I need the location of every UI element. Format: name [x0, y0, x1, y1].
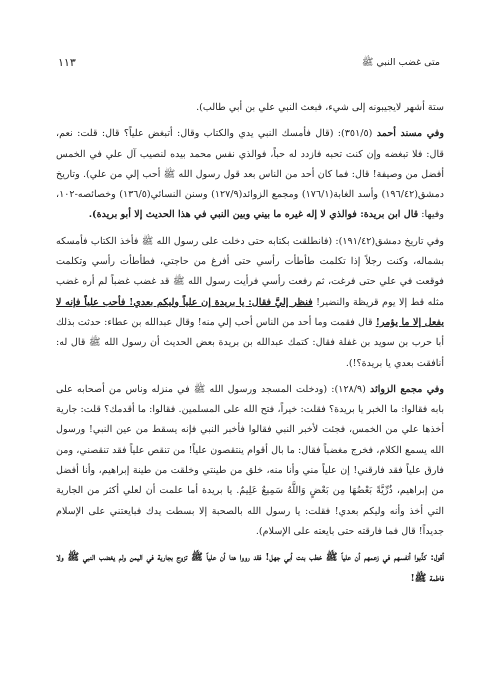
paragraph-text: وفي تاريخ دمشق(١٩١/٤٢): (فانطلقت بكتابه حتى دخلت على رسول الله ﷺ فأخذ الكتاب فأمسكه بشماله، وكنت رجلاً إذا تكلمت طأطأت رأسي حتى أفرغ من حاجتي، فطأطأت رأسي وتكلمت فوقعت في علي حتى فرغت، ثم رفعت رأسي فرأيت رسول الله ﷺ قد غضب غضباً لم أره غضب مثله قط إلا يوم قريظة والنضير!: [56, 235, 445, 308]
paragraph-1: [56, 98, 444, 118]
paragraph-3: [56, 232, 444, 374]
paragraph-text: (٣٥١/٥): (قال فأمسك النبي يدي والكتاب وقال: أتبغض علياً؟ قال: قلت: نعم، قال: فلا تبغضه وإن كنت تحبه فازدد له حباً، فوالذي نفس محمد بيده لنصيب آل علي في الخمس أفضل من وصيفة! قال: فما كان أحد من الناس بعد قول رسول الله ﷺ أحب إلي من علي). وتاريخ دمشق(١٩٦/٤٢) وأسد الغابة(١٧٦/١) ومجمع الزوائد(١٢٧/٩) وسنن النسائي(١٣٦/٥) وخصائصه-١٠٢، وفيها:: [56, 128, 444, 221]
source-heading: وفي مجمع الزوائد: [370, 383, 444, 395]
author-comment: أقول: كذَّبوا أنفسهم في زعمهم أن علياً ﷺ خطب بنت أبي جهل! فقد رووا هنا أن علياً ﷺ تزوج بجارية في اليمن ولم يغضب النبي ﷺ ولا فاطمة ﷺ!: [56, 552, 444, 584]
paragraph-2: [56, 124, 444, 225]
source-heading: وفي مسند أحمد: [376, 128, 445, 140]
paragraph-5: [56, 548, 444, 589]
emphasized-underlined-text: فنظر إليَّ فقال: يا بريدة إن علياً وليكم بعدي! فأحب علياً فإنه لا يفعل إلا ما يؤمر!: [56, 296, 444, 328]
paragraph-4: [56, 380, 444, 542]
page-number: ١١٣: [58, 56, 76, 69]
emphasized-text: قال ابن بريدة: فوالذي لا إله غيره ما بيني وبين النبي في هذا الحديث إلا أبو بريدة).: [88, 209, 419, 221]
paragraph-text: (١٢٨/٩): (ودخلت المسجد ورسول الله ﷺ في منزله وناس من أصحابه على بابه فقالوا: ما الخبر يا بريدة؟ فقلت: خيراً، فتح الله على المسلمين. فقالوا: ما أقدمك؟ قلت: جارية أخذها علي من الخمس، فجئت لأخبر النبي فقالوا فأخبر النبي فإنه يسقط من عين النبي! ورسول الله يسمع الكلام، فخرج مغضباً فقال: ما بال أقوام ينتقصون علياً! من تنقص علياً فقد تنقصني، ومن فارق علياً فقد فارقني! إن علياً مني وأنا منه، خلق من طينتي وخلقت من طينة إبراهيم، وأنا أفضل من إبراهيم، ذُرِّيَّةً بَعْضُهَا مِن بَعْضٍ وَاللَّهُ سَمِيعٌ عَلِيمٌ. يا بريدة أما علمت أن لعلي أكثر من الجارية التي أخذ وأنه وليكم بعدي! فقلت: يا رسول الله بالصحبة إلا بسطت يدك فبايعتني على الإسلام جديداً! قال فما فارقته حتى بايعته على الإسلام).: [56, 383, 444, 537]
page-body: [56, 98, 444, 595]
running-head: [58, 56, 440, 70]
running-title: متى غضب النبي ﷺ: [361, 57, 440, 68]
paragraph-text: ستة أشهر لايجيبونه إلى شيء، فبعث النبي علي بن أبي طالب).: [196, 102, 444, 113]
paragraph-text: قال فقمت وما أحد من الناس أحب إلي منه! وقال عبدالله بن عطاء: حدثت بذلك أبا حرب بن سويد بن غفلة فقال: كتمك عبدالله بن بريدة بعض الحديث أن رسول الله ﷺ قال له: أنافقت بعدي يا بريدة؟!).: [56, 316, 444, 369]
